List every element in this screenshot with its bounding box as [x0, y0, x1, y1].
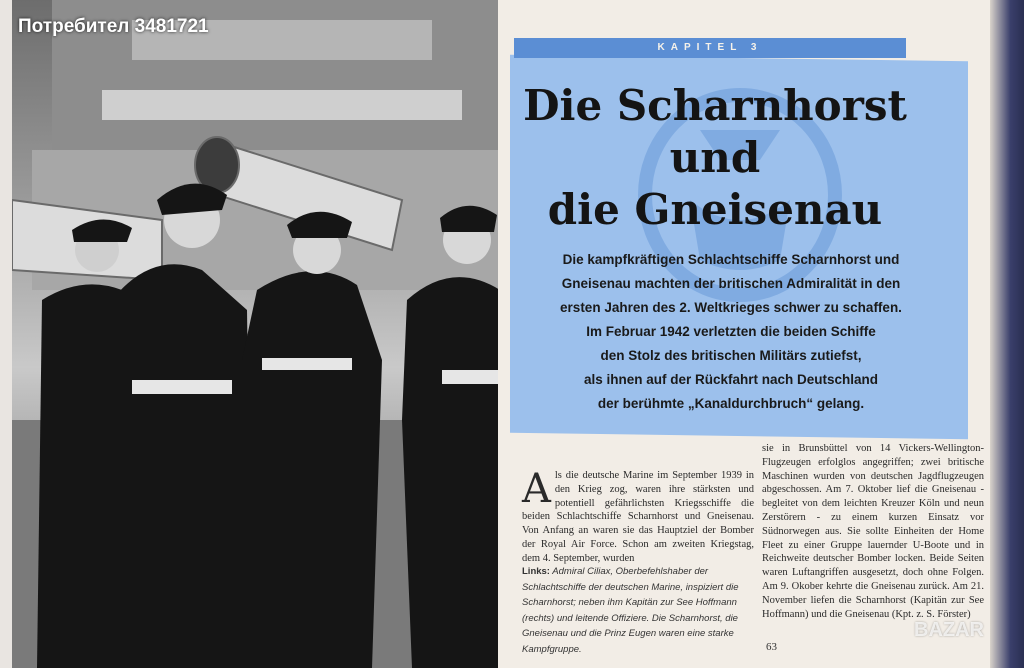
page-number: 63 [766, 641, 777, 653]
title-line-1: Die Scharnhorst [523, 81, 907, 130]
intro-line: der berühmte „Kanaldurchbruch“ gelang. [597, 396, 865, 411]
intro-line: als ihnen auf der Rückfahrt nach Deutschland [583, 372, 879, 387]
intro-line: Gneisenau machten der britischen Admiralität in den [561, 276, 901, 291]
officers-photo [12, 0, 500, 668]
chapter-label: KAPITEL 3 [514, 38, 906, 58]
title-line-3: die Gneisenau [547, 185, 883, 234]
book-cover-edge [990, 0, 1024, 668]
site-watermark-logo: BAZAR [914, 619, 984, 641]
intro-line: ersten Jahren des 2. Weltkrieges schwer zu schaffen. [560, 300, 902, 315]
intro-line: Die kampfkräftigen Schlachtschiffe Scharnhorst und [562, 252, 900, 267]
drop-cap: A [522, 466, 551, 512]
intro-line: Im Februar 1942 verletzten die beiden Schiffe [586, 324, 876, 339]
body-text-1: ls die deutsche Marine im September 1939 in den Krieg zog, waren ihre stärksten und potentiell gefährlichsten Kriegsschiffe die beiden Schlachtschiffe Scharnhorst und Gneisenau. Von Anfang an waren sie das Hauptziel der Bomber der Royal Air Force. Schon am zweiten Kriegstag, dem 4. September, wurden [522, 470, 754, 564]
intro-line: den Stolz des britischen Militärs zutiefst, [600, 348, 862, 363]
left-page [0, 0, 505, 668]
title-line-2: und [669, 133, 761, 182]
uploader-watermark: Потребител 3481721 [18, 16, 209, 37]
photo-caption [522, 564, 758, 657]
intro-paragraph [536, 248, 926, 416]
chapter-title [510, 80, 920, 236]
caption-lead: Links: [522, 566, 550, 577]
body-column-1 [522, 466, 754, 566]
caption-text: Admiral Ciliax, Oberbefehlshaber der Schlachtschiffe der deutschen Marine, inspiziert die Scharnhorst; neben ihm Kapitän zur See Hoffmann (rechts) und leitende Offiziere. Die Scharnhorst, die Gneisenau und die Prinz Eugen waren eine starke Kampfgruppe. [522, 566, 739, 655]
photo-illustration [12, 0, 500, 668]
body-column-2: sie in Brunsbüttel von 14 Vickers-Wellington-Flugzeugen erfolglos angegriffen; zwei britische Maschinen wurden von deutschen Jagdflugzeugen abgeschossen. Am 7. Oktober lief die Gneisenau - begleitet von dem leichten Kreuzer Köln und neun Zerstörern - zu einem kurzen Einsatz vor Südnorwegen aus. Sie sollte Einheiten der Home Fleet zu einer Gruppe lauernder U-Boote und in Reichweite deutscher Bomber locken. Beide Seiten waren Luftangriffen ausgesetzt, doch ohne Folgen. Am 9. Okober kehrte die Gneisenau zurück. Am 21. November liefen die Scharnhorst (Kapitän zur See Hoffmann) und die Gneisenau (Kpt. z. S. Förster) [762, 443, 984, 620]
